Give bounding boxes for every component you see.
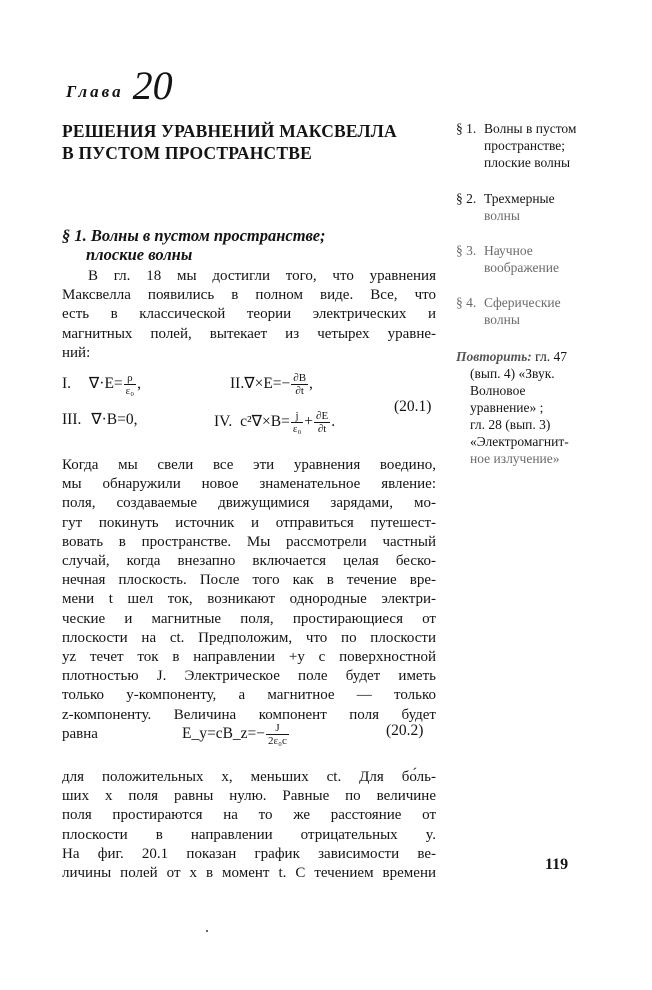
section-title-line: § 1. Волны в пустом пространстве;	[62, 226, 326, 245]
repeat-text: ное излучение»	[470, 451, 560, 466]
eq-punct: ,	[137, 375, 142, 393]
text-line: для положительных x, меньших ct. Для бо́ль-	[62, 769, 436, 785]
repeat-label: Повторить:	[456, 349, 532, 364]
text-line: магнитных полей, вытекает из четырех уравне-	[62, 325, 436, 342]
repeat-text: уравнение» ;	[470, 400, 544, 415]
denominator: ε₀	[292, 423, 302, 435]
contents-number: § 1.	[456, 121, 477, 136]
paragraph-main	[62, 456, 436, 744]
text-line: Максвелла появились в полном виде. Все, что	[62, 287, 436, 304]
contents-text: волны	[484, 208, 520, 223]
numerator: ρ	[124, 372, 136, 385]
fraction	[124, 372, 136, 397]
repeat-reference	[456, 348, 636, 467]
eq-expression: ∇·E=	[88, 375, 123, 393]
contents-text: воображение	[484, 260, 559, 275]
equation-I	[62, 372, 141, 397]
numerator: ∂E	[316, 410, 329, 422]
paragraph-intro	[62, 267, 436, 363]
contents-text: Волны в пустом	[484, 121, 577, 136]
text-line: yz течет ток в направлении +y с поверхностной	[62, 649, 436, 666]
contents-number: § 4.	[456, 295, 477, 310]
text-line: ших x поля равны нулю. Равные по величине	[62, 788, 436, 805]
text-line: ний:	[62, 344, 91, 361]
denominator: ∂t	[295, 385, 304, 397]
eq-label: IV.	[214, 413, 233, 431]
numerator: j	[291, 410, 303, 423]
text-line: мы обнаружили новое знаменательное явление:	[62, 476, 436, 493]
equation-number: (20.1)	[394, 398, 432, 415]
text-line: мени t шел ток, возникают однородные электри-	[62, 591, 436, 608]
text-line: плоскости на ct. Предположим, что по плоскости	[62, 629, 436, 646]
text-line: ческие и магнитные поля, простирающиеся от	[62, 610, 436, 627]
denominator: ∂t	[317, 423, 327, 435]
text-line: есть в классической теории электрических и	[62, 306, 436, 323]
contents-text: Трехмерные	[484, 191, 555, 206]
fraction	[291, 410, 303, 435]
text-line: Когда мы свели все эти уравнения воедино,	[62, 457, 436, 473]
contents-text: плоские волны	[484, 155, 571, 170]
contents-item	[456, 190, 636, 224]
chapter-heading	[66, 62, 173, 109]
text-line: На фиг. 20.1 показан график зависимости ве-	[62, 845, 436, 862]
repeat-text: гл. 28 (вып. 3)	[470, 417, 551, 432]
numerator: J	[266, 722, 289, 735]
section-title-line: плоские волны	[86, 245, 193, 264]
maxwell-equations	[62, 372, 442, 442]
text-line: z-компоненту. Величина компонент поля будет	[62, 706, 436, 723]
repeat-text: Волновое	[470, 383, 526, 398]
eq-label: I.	[62, 375, 72, 393]
eq-expression: ∇·B=0,	[91, 411, 138, 428]
page-number: 119	[545, 856, 569, 873]
equation-III	[62, 410, 138, 429]
text-line: плоскости в направлении отрицательных y.	[62, 826, 436, 843]
eq-label: II.	[230, 375, 245, 393]
contents-item	[456, 294, 636, 328]
contents-number: § 2.	[456, 191, 477, 206]
text-line: поля простираются на то же расстояние от	[62, 807, 436, 824]
text-line: случай, когда внезапно включается целая беско-	[62, 553, 436, 570]
section-title	[62, 226, 432, 264]
print-speck	[206, 930, 208, 932]
contents-number: § 3.	[456, 243, 477, 258]
text-line: вовать в пространстве. Мы рассмотрели частный	[62, 533, 436, 550]
denominator: ε₀	[125, 385, 135, 397]
chapter-label: Глава	[66, 82, 124, 101]
eq-punct: .	[331, 413, 336, 431]
contents-text: Сферические	[484, 295, 561, 310]
text-line: нечная плоскость. После того как в течение вре-	[62, 572, 436, 589]
chapter-title	[62, 120, 412, 164]
equation-number: (20.2)	[386, 722, 424, 739]
text-line: гут покинуть источник и отправиться путешест-	[62, 514, 436, 531]
text-line: равна	[62, 725, 98, 742]
repeat-text: гл. 47	[535, 349, 567, 364]
contents-item	[456, 242, 636, 276]
numerator: ∂B	[293, 372, 307, 384]
text-line: поля, создаваемые движущимися зарядами, мо-	[62, 495, 436, 512]
chapter-title-line: В ПУСТОМ ПРОСТРАНСТВЕ	[62, 143, 312, 163]
eq-expression: c²∇×B=	[240, 413, 290, 431]
chapter-title-line: РЕШЕНИЯ УРАВНЕНИЙ МАКСВЕЛЛА	[62, 121, 397, 141]
equation-II	[230, 372, 313, 397]
text-line: только y-компоненту, а магнитное — только	[62, 687, 436, 704]
eq-expression: ∇×E=−	[244, 375, 291, 393]
eq-expression: E_y=cB_z=−	[182, 725, 266, 743]
text-line: плотностью J. Электрическое поле будет иметь	[62, 668, 436, 685]
equation-IV	[214, 410, 335, 435]
chapter-number: 20	[132, 63, 173, 108]
text-line: В гл. 18 мы достигли того, что уравнения	[88, 268, 436, 284]
fraction	[291, 372, 308, 397]
contents-text: Научное	[484, 243, 533, 258]
fraction	[266, 722, 289, 747]
contents-item	[456, 120, 636, 171]
contents-text: волны	[484, 312, 520, 327]
equation-20-2	[182, 722, 290, 747]
contents-text: пространстве;	[484, 138, 566, 153]
eq-punct: ,	[309, 375, 313, 393]
repeat-text: (вып. 4) «Звук.	[470, 366, 555, 381]
eq-operator: +	[304, 413, 314, 431]
repeat-text: «Электромагнит-	[470, 434, 569, 449]
text-line: личины полей от x в момент t. С течением времени	[62, 865, 436, 882]
fraction	[314, 410, 330, 435]
eq-label: III.	[62, 411, 82, 428]
paragraph-continue	[62, 768, 436, 883]
denominator: 2ε₀c	[268, 735, 287, 747]
